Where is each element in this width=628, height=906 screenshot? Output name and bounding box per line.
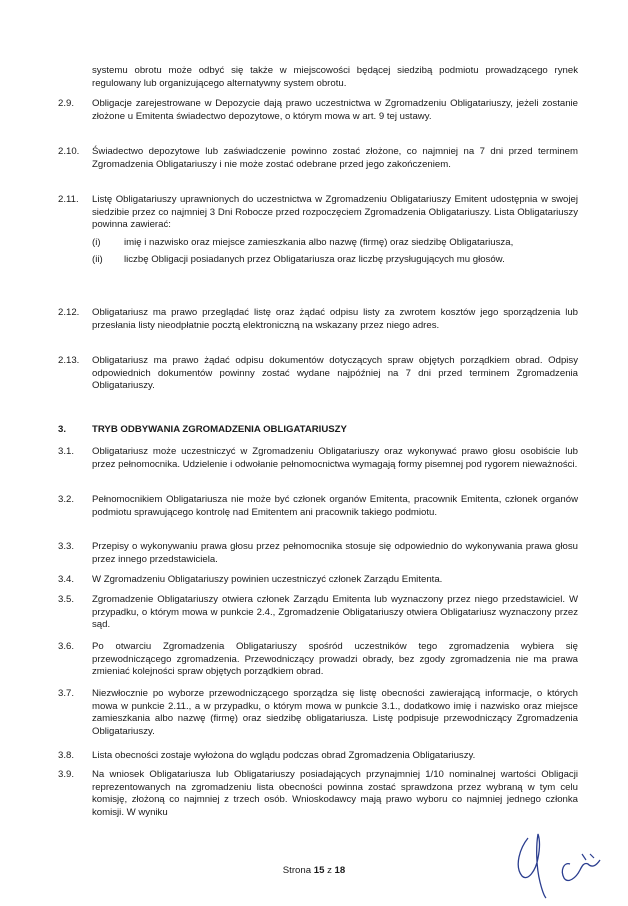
- section-3-2: [58, 494, 578, 519]
- section-3-8: [58, 750, 578, 763]
- section-number: 3.5.: [58, 594, 75, 605]
- handwritten-signature: [500, 810, 620, 900]
- section-number: 3.9.: [58, 769, 75, 780]
- section-2-11: [58, 194, 578, 267]
- section-number: 3.4.: [58, 574, 75, 585]
- section-text: Niezwłocznie po wyborze przewodniczącego sporządza się listę obecności zawierającą informacje, o których mowa w punkcie 2.11., a w przypadku, o którym mowa w punkcie 3.1., dodatkowo imię i nazwisko oraz miejsce zamieszkania albo nazwę (firmę) oraz siedzibę obligatariusza. Listę podpisuje przewodniczący Zgromadzenia Obligatariuszy.: [92, 688, 578, 737]
- section-3-heading: [58, 424, 578, 437]
- paragraph-text: systemu obrotu może odbyć się także w miejscowości będącej siedzibą podmiotu prowadzącego rynek regulowany lub organizującego alternatywny system obrotu.: [92, 65, 578, 89]
- section-3-6: [58, 641, 578, 679]
- section-3-3: [58, 541, 578, 566]
- section-text: Świadectwo depozytowe lub zaświadczenie powinno zostać złożone, co najmniej na 7 dni przed terminem Zgromadzenia Obligatariuszy i nie może zostać odebrane przed jego zakończeniem.: [92, 146, 578, 170]
- section-2-9: [58, 98, 578, 123]
- section-3-5: [58, 594, 578, 632]
- section-number: 2.10.: [58, 146, 80, 157]
- sub-item-number: (ii): [92, 254, 103, 266]
- section-2-12: [58, 307, 578, 332]
- sub-item-text: imię i nazwisko oraz miejsce zamieszkania albo nazwę (firmę) oraz siedzibę Obligatariusza,: [124, 236, 514, 248]
- section-text: Obligacje zarejestrowane w Depozycie dają prawo uczestnictwa w Zgromadzeniu Obligatariuszy, jeżeli zostanie złożone u Emitenta świadectwo depozytowe, o którym mowa w art. 9 tej ustawy.: [92, 98, 578, 122]
- section-text: Obligatariusz ma prawo żądać odpisu dokumentów dotyczących spraw objętych porządkiem obrad. Odpisy odpowiednich dokumentów powinny zostać wydane najpóźniej na 7 dni przed terminem Zgromadzenia Obligatariuszy.: [92, 355, 578, 392]
- section-number: 3.2.: [58, 494, 75, 505]
- section-heading: TRYB ODBYWANIA ZGROMADZENIA OBLIGATARIUSZY: [92, 424, 347, 435]
- section-number: 3.: [58, 424, 67, 435]
- section-text: Po otwarciu Zgromadzenia Obligatariuszy spośród uczestników tego zgromadzenia wybiera się przewodniczącego zgromadzenia. Przewodniczący prowadzi obrady, bez zgody zgromadzenia nie ma prawa zmieniać kolejności spraw objętych porządkiem obrad.: [92, 641, 578, 678]
- section-2-10: [58, 146, 578, 171]
- section-number: 3.6.: [58, 641, 75, 652]
- section-3-7: [58, 688, 578, 738]
- total-pages: 18: [334, 865, 346, 876]
- section-text: Obligatariusz może uczestniczyć w Zgromadzeniu Obligatariuszy oraz wykonywać prawo głosu osobiście lub przez pełnomocnika. Udzielenie i odwołanie pełnomocnictwa wymagają formy pisemnej pod rygorem nieważności.: [92, 446, 578, 470]
- section-number: 2.13.: [58, 355, 80, 366]
- section-number: 3.1.: [58, 446, 75, 457]
- section-number: 3.3.: [58, 541, 75, 552]
- section-number: 2.9.: [58, 98, 75, 109]
- sub-item-number: (i): [92, 236, 101, 248]
- section-text: Listę Obligatariuszy uprawnionych do uczestnictwa w Zgromadzeniu Obligatariuszy Emitent udostępnia w swojej siedzibie przez co najmniej 3 Dni Robocze przed rozpoczęciem Zgromadzenia Obligatariuszy. Lista Obligatariuszy powinna zawierać:: [92, 194, 578, 231]
- sub-item-text: liczbę Obligacji posiadanych przez Obligatariusza oraz liczbę przysługujących mu głosów.: [124, 254, 505, 266]
- section-text: Obligatariusz ma prawo przeglądać listę oraz żądać odpisu listy za zwrotem kosztów jego sporządzenia lub przesłania listy nieodpłatnie pocztą elektroniczną na wskazany przez niego adres.: [92, 307, 578, 331]
- sub-item-i: [58, 237, 578, 250]
- section-text: W Zgromadzeniu Obligatariuszy powinien uczestniczyć członek Zarządu Emitenta.: [92, 574, 443, 585]
- section-text: Zgromadzenie Obligatariuszy otwiera członek Zarządu Emitenta lub wyznaczony przez niego przedstawiciel. W przypadku, o którym mowa w punkcie 2.4., Zgromadzenie Obligatariuszy otwiera Obligatariusz wyznaczony przez sąd.: [92, 594, 578, 631]
- continuation-paragraph: [58, 65, 578, 90]
- section-text: Lista obecności zostaje wyłożona do wglądu podczas obrad Zgromadzenia Obligatariuszy.: [92, 750, 476, 761]
- current-page-number: 15: [313, 865, 325, 876]
- section-3-4: [58, 574, 578, 587]
- section-text: Przepisy o wykonywaniu prawa głosu przez pełnomocnika stosuje się odpowiednio do wykonywania prawa głosu przez innego przedstawiciela.: [92, 541, 578, 565]
- section-number: 2.12.: [58, 307, 80, 318]
- section-3-1: [58, 446, 578, 471]
- section-number: 2.11.: [58, 194, 79, 205]
- footer-separator: z: [327, 865, 332, 876]
- section-number: 3.7.: [58, 688, 75, 699]
- section-text: Pełnomocnikiem Obligatariusza nie może być członek organów Emitenta, pracownik Emitenta, członek organów podmiotu sprawującego kontrolę nad Emitentem ani pracownik takiego podmiotu.: [92, 494, 578, 518]
- section-number: 3.8.: [58, 750, 75, 761]
- footer-label: Strona: [282, 865, 312, 876]
- sub-item-ii: [58, 254, 578, 267]
- section-2-13: [58, 355, 578, 393]
- section-text: Na wniosek Obligatariusza lub Obligatariuszy posiadających przynajmniej 1/10 nominalnej wartości Obligacji reprezentowanych na zgromadzeniu lista obecności powinna zostać sprawdzona przez wybraną w tym celu komisję, złożoną co najmniej z trzech osób. Wnioskodawcy mają prawo wyboru co najmniej jednego członka komisji. W wyniku: [92, 769, 578, 818]
